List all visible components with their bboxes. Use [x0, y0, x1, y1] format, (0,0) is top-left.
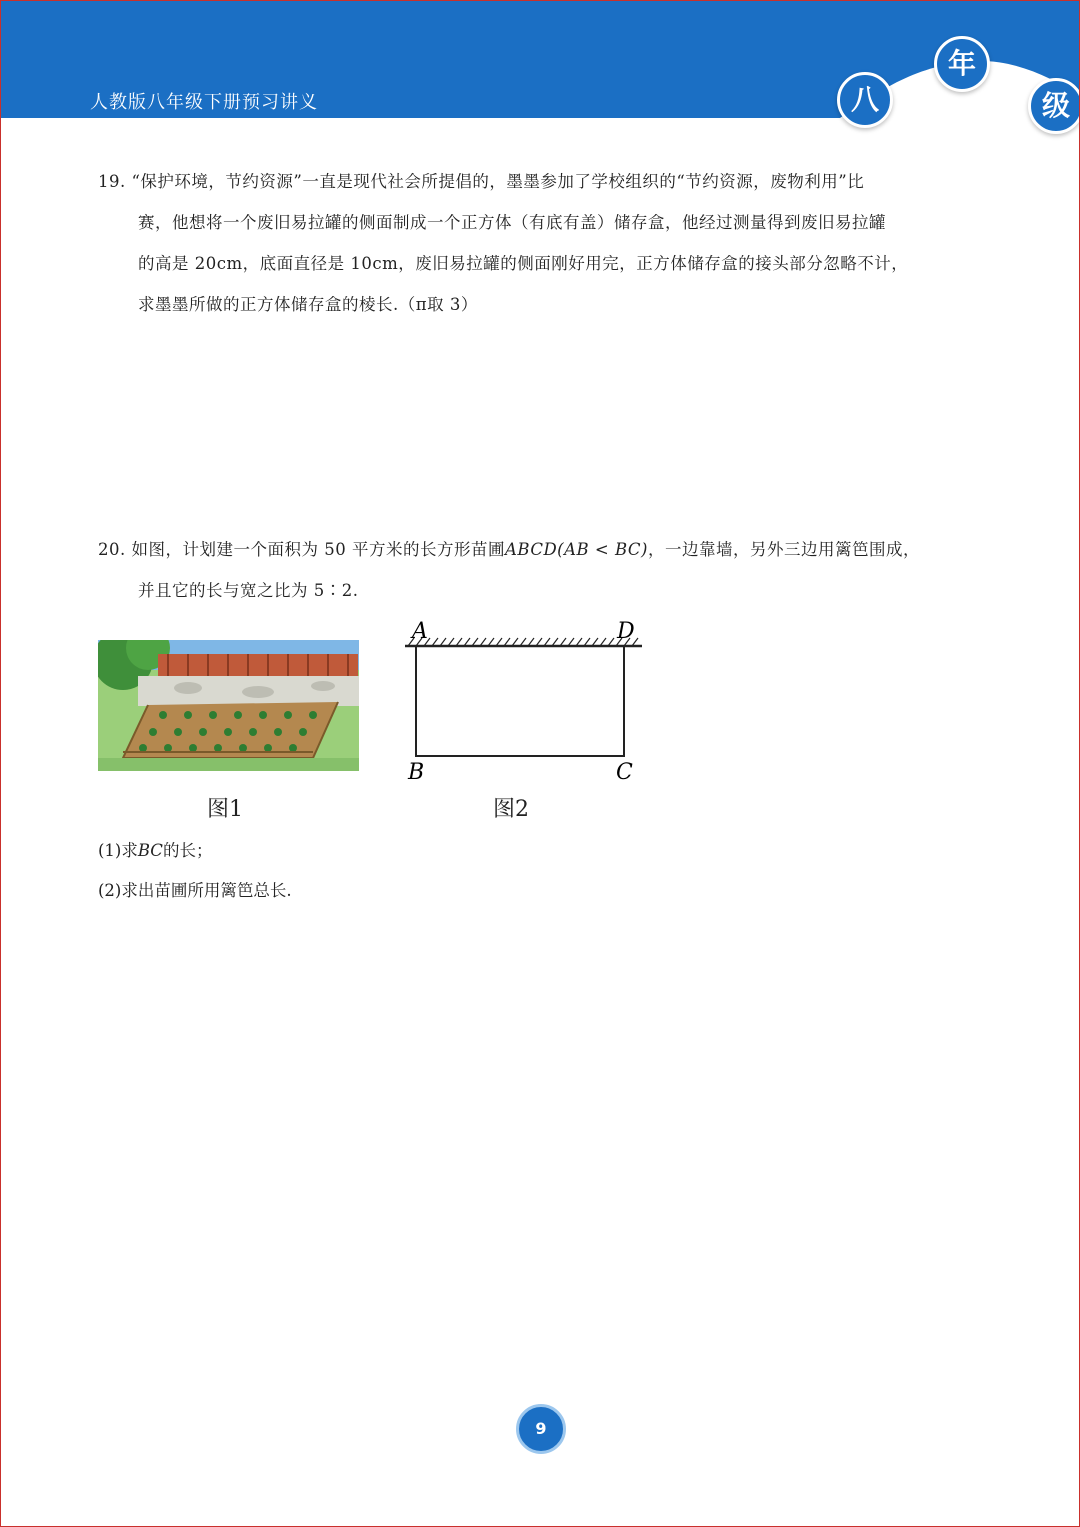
- q20-line-1: [98, 529, 988, 570]
- garden-illustration: [98, 640, 359, 771]
- header-title: 人教版八年级下册预习讲义: [90, 92, 318, 113]
- header-wave: [0, 0, 1080, 140]
- q20-sub-1: [98, 837, 212, 861]
- grade-badge-ji: 级: [1028, 78, 1080, 134]
- fig1-caption: 图1: [207, 797, 243, 822]
- q20-sub-2: (2)求出苗圃所用篱笆总长.: [98, 881, 292, 900]
- grade-badge-nian: 年: [934, 36, 990, 92]
- fence-rectangle: [416, 646, 624, 756]
- q19-line-1: 19. “保护环境，节约资源”一直是现代社会所提倡的，墨墨参加了学校组织的“节约资源，废物利用”比: [98, 172, 865, 191]
- label-b: B: [408, 760, 425, 785]
- q20-line-1-suffix: ，一边靠墙，另外三边用篱笆围成，: [647, 540, 920, 559]
- question-20: [98, 529, 988, 611]
- q19-line-3: 的高是 20cm，底面直径是 10cm，废旧易拉罐的侧面刚好用完，正方体储存盒的接头部分忽略不计，: [138, 254, 909, 273]
- q20-sub-1-prefix: (1)求: [98, 841, 138, 860]
- fig2-caption: 图2: [493, 797, 529, 822]
- q20-line-1-math: ABCD(AB < BC): [504, 540, 648, 559]
- q20-line-2: 并且它的长与宽之比为 5∶2.: [138, 581, 359, 600]
- page-number: 9: [516, 1404, 566, 1454]
- q20-line-1-prefix: 20. 如图，计划建一个面积为 50 平方米的长方形苗圃: [98, 540, 505, 559]
- label-a: A: [412, 619, 428, 644]
- rectangle-diagram: [400, 614, 650, 789]
- q19-line-4: 求墨墨所做的正方体储存盒的棱长.（π取 3）: [138, 295, 478, 314]
- label-d: D: [617, 619, 635, 644]
- question-19: [98, 161, 988, 325]
- grade-badge-ba: 八: [837, 72, 893, 128]
- q20-sub-1-suffix: 的长；: [162, 841, 213, 860]
- q20-sub-1-math: BC: [137, 841, 163, 860]
- label-c: C: [616, 760, 633, 785]
- q19-line-2: 赛，他想将一个废旧易拉罐的侧面制成一个正方体（有底有盖）储存盒，他经过测量得到废旧易拉罐: [138, 213, 886, 232]
